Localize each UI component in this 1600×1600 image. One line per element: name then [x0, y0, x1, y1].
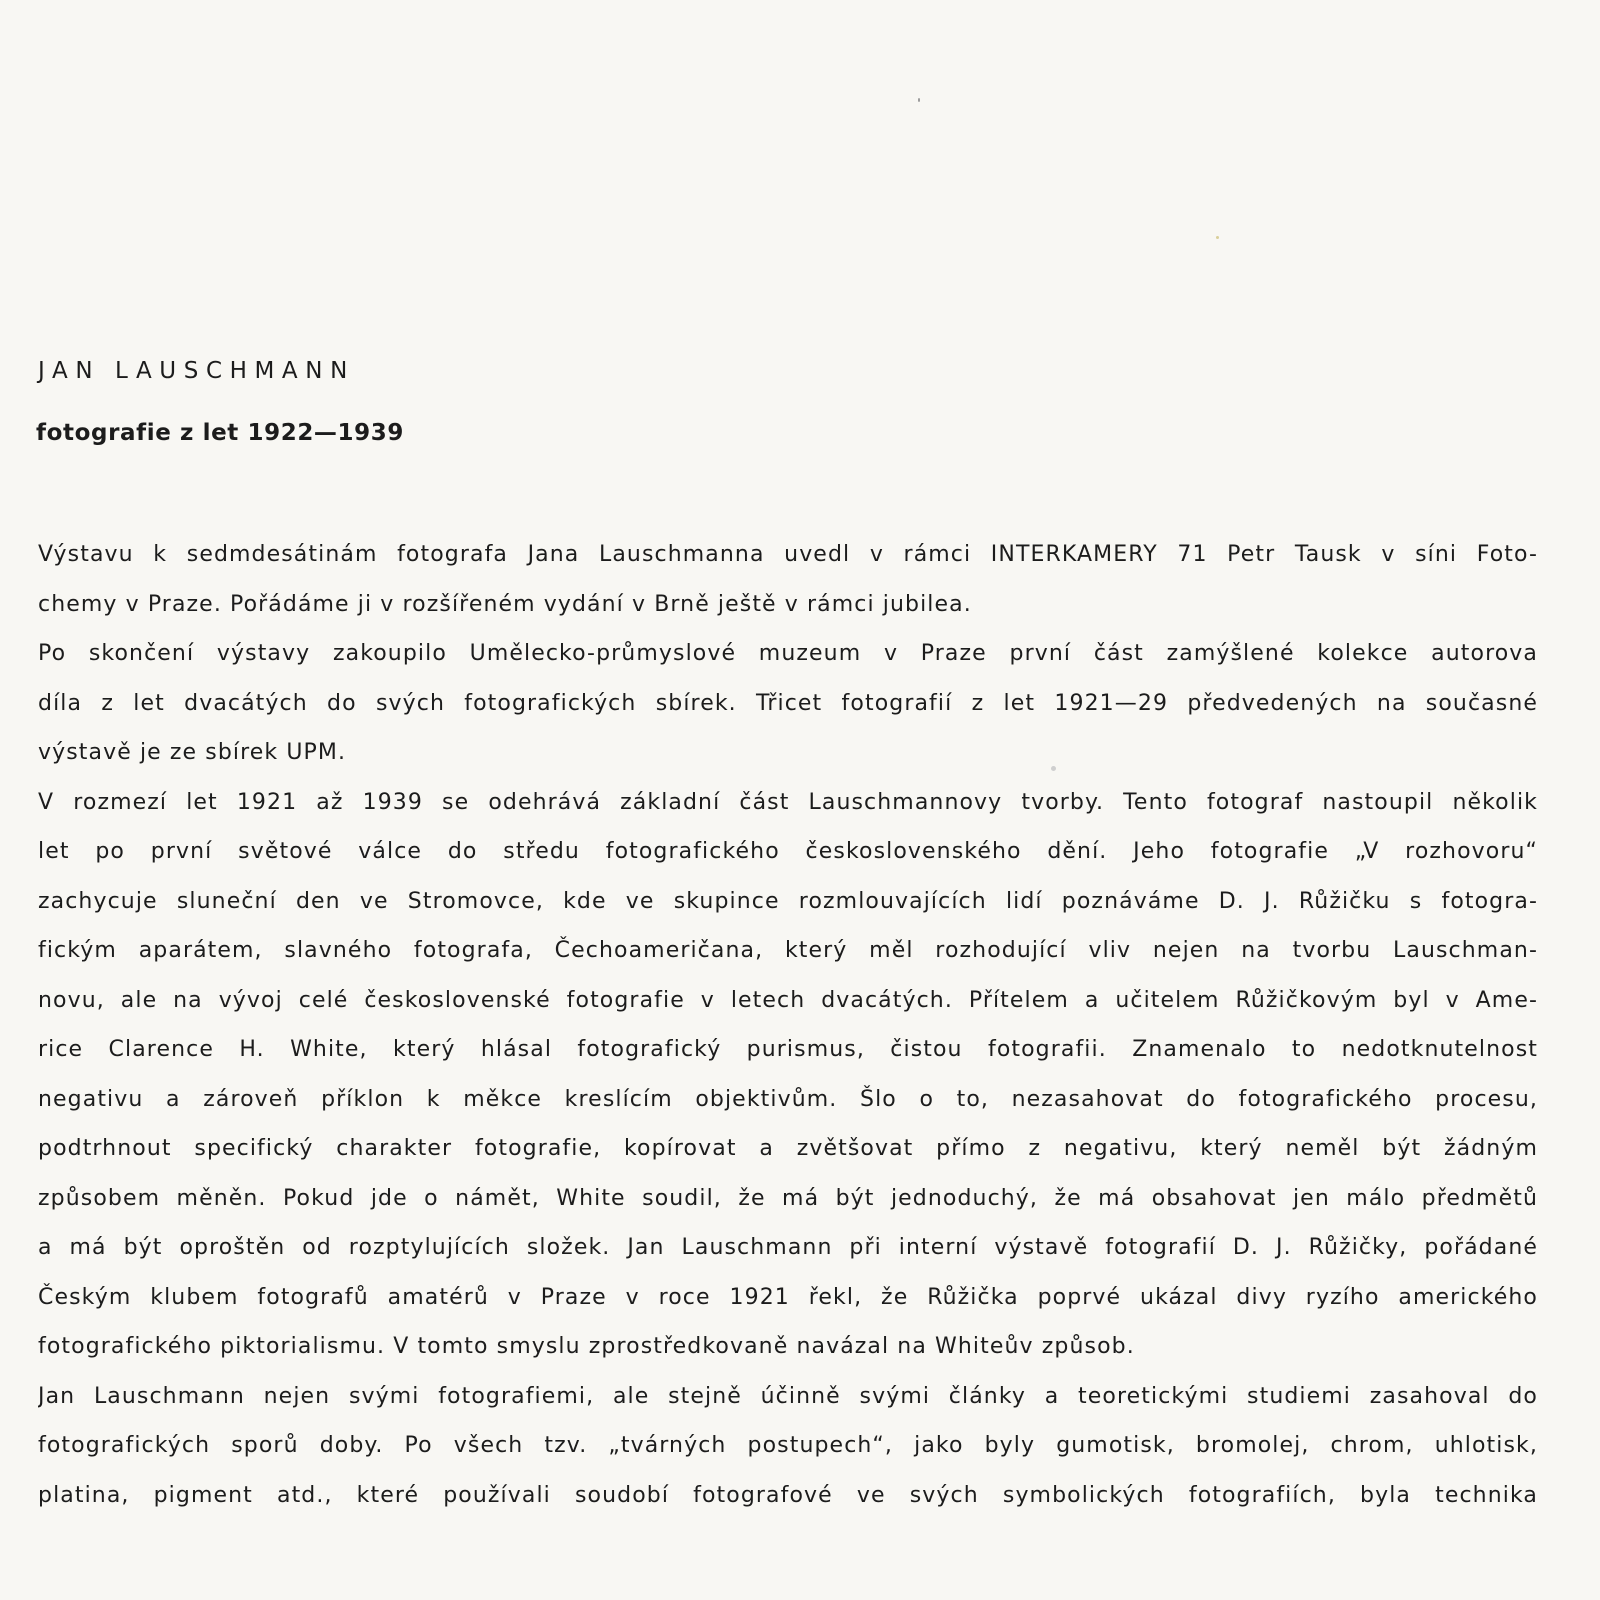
- text-line: zachycuje sluneční den ve Stromovce, kde ve skupince rozmlouvajících lidí poznáváme D. J. Růžičku s fotogra-: [38, 888, 1538, 914]
- text-line: fotografických sporů doby. Po všech tzv. „tvárných postupech“, jako byly gumotisk, bromolej, chrom, uhlotisk,: [38, 1433, 1538, 1458]
- text-line: Jan Lauschmann nejen svými fotografiemi, ale stejně účinně svými články a teoretickými studiemi zasahoval do: [38, 1383, 1538, 1409]
- text-line: Českým klubem fotografů amatérů v Praze v roce 1921 řekl, že Růžička poprvé ukázal divy ryzího amerického: [38, 1284, 1538, 1310]
- text-line: chemy v Praze. Pořádáme ji v rozšířeném vydání v Brně ještě v rámci jubilea.: [38, 591, 972, 617]
- text-line: Výstavu k sedmdesátinám fotografa Jana Lauschmanna uvedl v rámci INTERKAMERY 71 Petr Tausk v síni Foto-: [38, 542, 1538, 567]
- text-line: platina, pigment atd., které používali soudobí fotografové ve svých symbolických fotografiích, byla technika: [38, 1482, 1538, 1508]
- text-line: let po první světové válce do středu fotografického československého dění. Jeho fotografie „V rozhovoru“: [38, 839, 1538, 864]
- paper-speck: [918, 98, 920, 102]
- page-subtitle: fotografie z let 1922—1939: [36, 420, 404, 446]
- text-line: díla z let dvacátých do svých fotografických sbírek. Třicet fotografií z let 1921—29 předvedených na současné: [38, 690, 1538, 716]
- body-text: [38, 530, 1538, 1520]
- page-title: JAN LAUSCHMANN: [38, 358, 355, 384]
- text-line: rice Clarence H. White, který hlásal fotografický purismus, čistou fotografii. Znamenalo to nedotknutelnost: [38, 1037, 1538, 1062]
- text-line: výstavě je ze sbírek UPM.: [38, 740, 347, 765]
- paper-speck: [1216, 236, 1219, 239]
- text-line: způsobem měněn. Pokud jde o námět, White soudil, že má být jednoduchý, že má obsahovat jen málo předmětů: [38, 1185, 1538, 1211]
- text-line: fickým aparátem, slavného fotografa, Čechoameričana, který měl rozhodující vliv nejen na tvorbu Lauschman-: [38, 938, 1538, 963]
- text-line: V rozmezí let 1921 až 1939 se odehrává základní část Lauschmannovy tvorby. Tento fotograf nastoupil několik: [38, 789, 1538, 815]
- text-line: a má být oproštěn od rozptylujících složek. Jan Lauschmann při interní výstavě fotografií D. J. Růžičky, pořádané: [38, 1235, 1538, 1260]
- text-line: Po skončení výstavy zakoupilo Umělecko-průmyslové muzeum v Praze první část zamýšlené kolekce autorova: [38, 641, 1538, 666]
- text-line: negativu a zároveň příklon k měkce kreslícím objektivům. Šlo o to, nezasahovat do fotografického procesu,: [38, 1086, 1538, 1112]
- text-line: fotografického piktorialismu. V tomto smyslu zprostředkovaně navázal na Whiteův způsob.: [38, 1334, 1135, 1359]
- text-line: novu, ale na vývoj celé československé fotografie v letech dvacátých. Přítelem a učitelem Růžičkovým byl v Ame-: [38, 987, 1538, 1013]
- text-line: podtrhnout specifický charakter fotografie, kopírovat a zvětšovat přímo z negativu, který neměl být žádným: [38, 1136, 1538, 1161]
